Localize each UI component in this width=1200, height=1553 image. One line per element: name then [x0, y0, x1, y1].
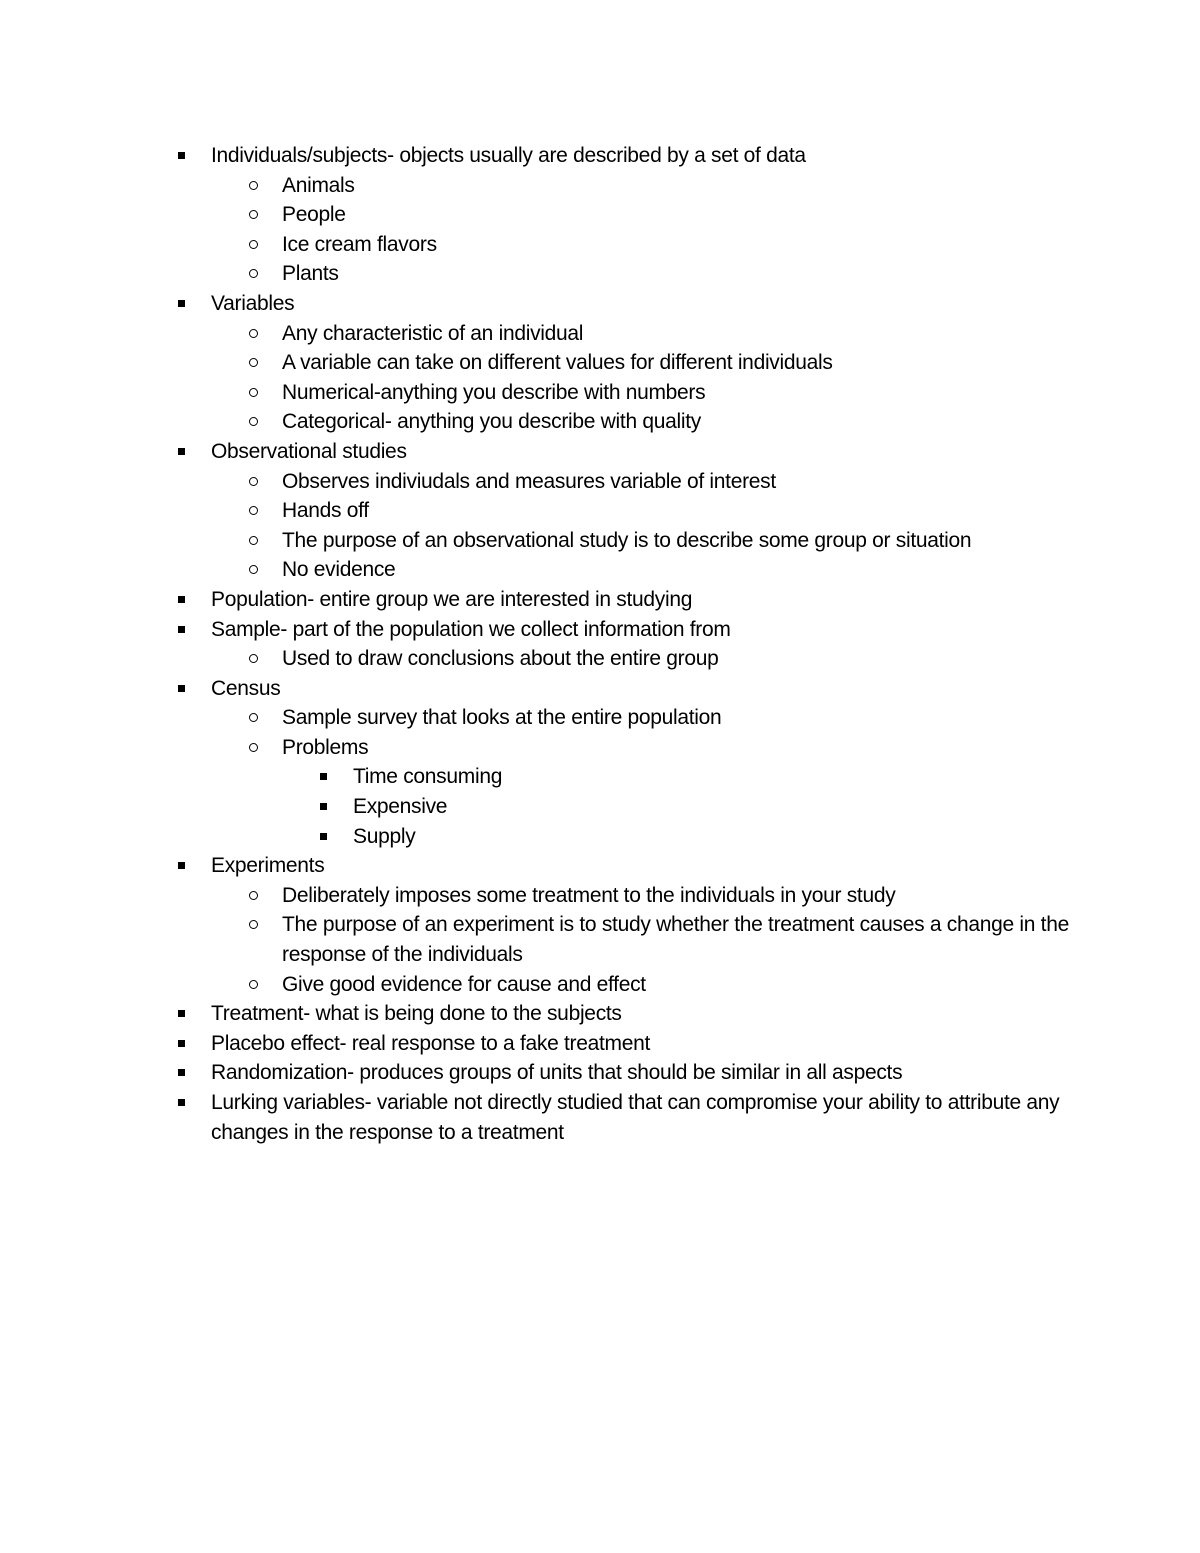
outline-item [0, 555, 1200, 585]
outline-item-text: Placebo effect- real response to a fake treatment [211, 1031, 651, 1055]
bullet-outline [0, 141, 1200, 1147]
outline-item [0, 585, 1200, 615]
square-bullet-icon [320, 773, 327, 780]
square-bullet-icon [178, 685, 185, 692]
outline-item [0, 674, 1200, 704]
outline-item [0, 259, 1200, 289]
outline-item-text: Give good evidence for cause and effect [282, 972, 646, 996]
circle-bullet-icon [249, 891, 258, 900]
square-bullet-icon [178, 1040, 185, 1047]
square-bullet-icon [320, 803, 327, 810]
outline-item-text: Ice cream flavors [282, 232, 437, 256]
outline-item-text: Supply [353, 824, 416, 848]
outline-item [0, 141, 1200, 171]
outline-item [0, 1058, 1200, 1088]
circle-bullet-icon [249, 329, 258, 338]
outline-item-text: Observational studies [211, 439, 407, 463]
outline-item-text: Any characteristic of an individual [282, 321, 584, 345]
square-bullet-icon [320, 833, 327, 840]
square-bullet-icon [178, 1010, 185, 1017]
outline-item [0, 1029, 1200, 1059]
circle-bullet-icon [249, 654, 258, 663]
outline-item-text: Deliberately imposes some treatment to the individuals in your study [282, 883, 896, 907]
circle-bullet-icon [249, 181, 258, 190]
outline-item-text: Census [211, 676, 281, 700]
circle-bullet-icon [249, 477, 258, 486]
outline-item-text: Animals [282, 173, 355, 197]
circle-bullet-icon [249, 388, 258, 397]
outline-item [0, 999, 1200, 1029]
circle-bullet-icon [249, 980, 258, 989]
outline-item-text: People [282, 203, 346, 227]
outline-item [0, 733, 1200, 763]
outline-item-text: Categorical- anything you describe with quality [282, 410, 701, 434]
square-bullet-icon [178, 152, 185, 159]
outline-item-text: Hands off [282, 499, 369, 523]
outline-item [0, 615, 1200, 645]
outline-item [0, 319, 1200, 349]
outline-item [0, 289, 1200, 319]
outline-item [0, 910, 1200, 969]
outline-item-text: Expensive [353, 795, 448, 819]
outline-item [0, 644, 1200, 674]
outline-item-text: Variables [211, 291, 295, 315]
outline-item-text: Observes indiviudals and measures variable of interest [282, 469, 776, 493]
square-bullet-icon [178, 300, 185, 307]
outline-item-text: Time consuming [353, 765, 503, 789]
square-bullet-icon [178, 626, 185, 633]
square-bullet-icon [178, 862, 185, 869]
circle-bullet-icon [249, 240, 258, 249]
circle-bullet-icon [249, 358, 258, 367]
outline-item-text: Numerical-anything you describe with numbers [282, 380, 706, 404]
outline-item [0, 496, 1200, 526]
outline-item [0, 703, 1200, 733]
outline-item [0, 1088, 1200, 1147]
outline-item [0, 970, 1200, 1000]
circle-bullet-icon [249, 743, 258, 752]
outline-item-text: Randomization- produces groups of units that should be similar in all aspects [211, 1061, 903, 1085]
outline-item-text: No evidence [282, 558, 396, 582]
outline-item-text: Experiments [211, 854, 325, 878]
outline-item [0, 437, 1200, 467]
circle-bullet-icon [249, 565, 258, 574]
square-bullet-icon [178, 1099, 185, 1106]
outline-item-text: Sample- part of the population we collect information from [211, 617, 731, 641]
outline-item-text: Population- entire group we are interested in studying [211, 587, 693, 611]
circle-bullet-icon [249, 417, 258, 426]
circle-bullet-icon [249, 920, 258, 929]
circle-bullet-icon [249, 506, 258, 515]
outline-item [0, 348, 1200, 378]
outline-item-text: Sample survey that looks at the entire population [282, 706, 722, 730]
circle-bullet-icon [249, 713, 258, 722]
square-bullet-icon [178, 596, 185, 603]
outline-item-text: A variable can take on different values for different individuals [282, 351, 833, 375]
outline-item-text: Plants [282, 262, 339, 286]
outline-item-text: Used to draw conclusions about the entire group [282, 647, 719, 671]
outline-item [0, 378, 1200, 408]
outline-item [0, 200, 1200, 230]
outline-item-text: Treatment- what is being done to the subjects [211, 1002, 622, 1026]
outline-item [0, 792, 1200, 822]
outline-item [0, 230, 1200, 260]
outline-item [0, 467, 1200, 497]
square-bullet-icon [178, 1069, 185, 1076]
outline-item-text: Problems [282, 735, 369, 759]
outline-item [0, 822, 1200, 852]
outline-item [0, 171, 1200, 201]
circle-bullet-icon [249, 536, 258, 545]
square-bullet-icon [178, 448, 185, 455]
outline-item-text: The purpose of an experiment is to study whether the treatment causes a change in the response of the individuals [282, 913, 1069, 967]
circle-bullet-icon [249, 269, 258, 278]
outline-item [0, 762, 1200, 792]
outline-item [0, 407, 1200, 437]
outline-item [0, 881, 1200, 911]
circle-bullet-icon [249, 210, 258, 219]
outline-item-text: Individuals/subjects- objects usually are described by a set of data [211, 144, 806, 167]
outline-item [0, 851, 1200, 881]
outline-item-text: Lurking variables- variable not directly studied that can compromise your ability to attribute any changes in the response to a treatment [211, 1091, 1060, 1144]
outline-item-text: The purpose of an observational study is to describe some group or situation [282, 528, 972, 552]
outline-item [0, 526, 1200, 556]
